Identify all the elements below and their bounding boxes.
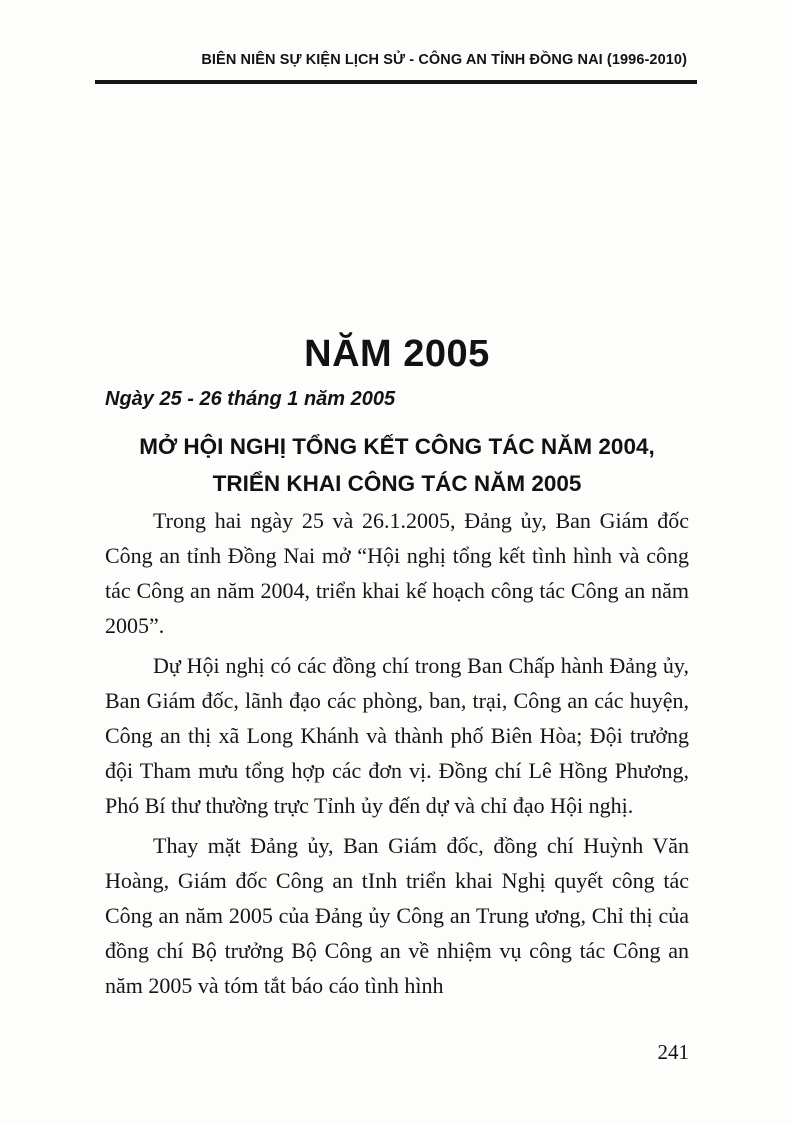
date-heading: Ngày 25 - 26 tháng 1 năm 2005 (105, 388, 396, 410)
page-number: 241 (657, 1040, 689, 1064)
paragraph-3: Thay mặt Đảng ủy, Ban Giám đốc, đồng chí Huỳnh Văn Hoàng, Giám đốc Công an tInh triển khai Nghị quyết công tác Công an năm 2005 của Đảng ủy Công an Trung ương, Chỉ thị của đồng chí Bộ trưởng Bộ Công an về nhiệm vụ công tác Công an năm 2005 và tóm tắt báo cáo tình hình (105, 833, 689, 998)
section-title (105, 428, 689, 502)
body-text (105, 503, 689, 1008)
section-title-line2: TRIỂN KHAI CÔNG TÁC NĂM 2005 (212, 471, 582, 496)
year-title: NĂM 2005 (304, 333, 490, 376)
running-header: BIÊN NIÊN SỰ KIỆN LỊCH SỬ - CÔNG AN TỈNH ĐỒNG NAI (1996-2010) (201, 52, 687, 68)
section-title-line1: MỞ HỘI NGHỊ TỔNG KẾT CÔNG TÁC NĂM 2004, (139, 434, 655, 459)
paragraph-1: Trong hai ngày 25 và 26.1.2005, Đảng ủy, Ban Giám đốc Công an tỉnh Đồng Nai mở “Hội nghị tổng kết tình hình và công tác Công an năm 2004, triển khai kế hoạch công tác Công an năm 2005”. (105, 508, 689, 638)
paragraph-2: Dự Hội nghị có các đồng chí trong Ban Chấp hành Đảng ủy, Ban Giám đốc, lãnh đạo các phòng, ban, trại, Công an các huyện, Công an thị xã Long Khánh và thành phố Biên Hòa; Đội trưởng đội Tham mưu tổng hợp các đơn vị. Đồng chí Lê Hồng Phương, Phó Bí thư thường trực Tỉnh ủy đến dự và chỉ đạo Hội nghị. (105, 653, 689, 818)
header-rule-divider (95, 80, 697, 84)
